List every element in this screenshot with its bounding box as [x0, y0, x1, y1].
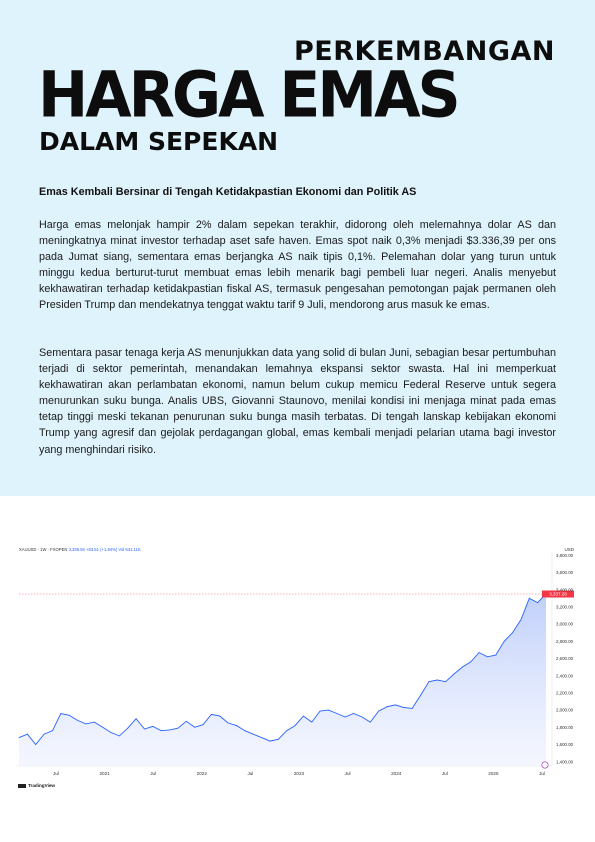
price-point	[245, 730, 246, 731]
price-point	[337, 713, 338, 714]
price-point	[161, 730, 162, 731]
price-point	[219, 716, 220, 717]
y-tick-label: 1,600.00	[556, 742, 574, 748]
price-point	[412, 708, 413, 709]
price-point	[27, 734, 28, 735]
price-point	[228, 723, 229, 724]
price-point	[353, 713, 354, 714]
price-point	[487, 656, 488, 657]
price-point	[378, 711, 379, 712]
y-tick-label: 3,800.00	[556, 552, 574, 558]
x-tick-label: Jul	[539, 771, 545, 776]
price-point	[320, 711, 321, 712]
price-point	[521, 619, 522, 620]
price-point	[127, 728, 128, 729]
price-point	[479, 652, 480, 653]
price-point	[311, 722, 312, 723]
price-point	[119, 736, 120, 737]
price-point	[203, 724, 204, 725]
tradingview-logo: TradingView	[18, 783, 55, 788]
price-point	[94, 722, 95, 723]
x-tick-label: Jul	[441, 771, 448, 776]
x-tick-label: Jul	[247, 771, 254, 776]
y-axis	[556, 553, 574, 764]
y-tick-label: 2,200.00	[556, 690, 574, 696]
price-point	[44, 734, 45, 735]
price-point	[60, 713, 61, 714]
price-point	[102, 727, 103, 728]
price-point	[345, 717, 346, 718]
y-tick-label: 1,800.00	[556, 724, 574, 730]
price-point	[136, 718, 137, 719]
price-point	[144, 729, 145, 730]
price-point	[328, 710, 329, 711]
price-point	[236, 725, 237, 726]
y-tick-label: 2,000.00	[556, 707, 574, 713]
price-point	[52, 730, 53, 731]
x-tick-label: 2022	[196, 771, 207, 776]
gold-price-chart	[16, 543, 580, 793]
y-tick-label: 3,600.00	[556, 570, 574, 576]
last-price-label: 3,337.28	[549, 591, 567, 597]
price-point	[495, 655, 496, 656]
price-point	[445, 681, 446, 682]
price-point	[529, 598, 530, 599]
title-line-3: DALAM SEPEKAN	[39, 127, 279, 156]
y-tick-label: 3,000.00	[556, 621, 574, 627]
price-point	[69, 715, 70, 716]
price-point	[77, 720, 78, 721]
price-point	[370, 722, 371, 723]
price-point	[19, 737, 20, 738]
price-point	[303, 716, 304, 717]
price-point	[194, 727, 195, 728]
price-point	[420, 695, 421, 696]
x-tick-label: 2021	[99, 771, 110, 776]
price-point	[504, 641, 505, 642]
price-point	[429, 681, 430, 682]
x-tick-label: Jul	[150, 771, 157, 776]
y-tick-label: 1,400.00	[556, 759, 574, 765]
price-point	[178, 728, 179, 729]
price-point	[186, 721, 187, 722]
price-point	[253, 734, 254, 735]
price-point	[111, 732, 112, 733]
price-point	[462, 667, 463, 668]
y-tick-label: 3,400.00	[556, 587, 574, 593]
price-point	[152, 726, 153, 727]
x-tick-label: 2024	[391, 771, 402, 776]
chart-header	[19, 547, 141, 552]
scroll-to-realtime-icon[interactable]	[542, 762, 548, 768]
price-point	[537, 602, 538, 603]
price-point	[286, 730, 287, 731]
price-point	[278, 739, 279, 740]
title-line-2: HARGA EMAS	[38, 58, 458, 133]
price-point	[261, 737, 262, 738]
currency-label: USD	[564, 547, 574, 552]
chart-canvas	[16, 543, 580, 793]
chart-symbol: XAUUSD · 1W · FXOPEN	[19, 547, 68, 552]
price-point	[35, 744, 36, 745]
article-paragraph-1: Harga emas melonjak hampir 2% dalam sepekan terakhir, didorong oleh melemahnya dolar AS dan meningkatnya minat investor terhadap aset safe haven. Emas spot naik 0,3% menjadi $3.336,39 per ons pada Jumat siang, sementara emas berjangka AS naik tipis 0,1%. Pelemahan dolar yang turun untuk minggu kedua berturut-turut membuat emas lebih menarik bagi pembeli luar negeri. Analis menyebut kekhawatiran terhadap ketidakpastian fiskal AS, termasuk pengesahan pemotongan pajak permanen oleh Presiden Trump dan mendekatnya tenggat waktu tarif 9 Juli, mendorong arus masuk ke emas.	[39, 219, 556, 312]
article-paragraph-2: Sementara pasar tenaga kerja AS menunjukkan data yang solid di bulan Juni, sebagian besar pertumbuhan terjadi di sektor pemerintah, menandakan lemahnya ekspansi sektor swasta. Hal ini memperkuat kekhawatiran akan perlambatan ekonomi, namun belum cukup memicu Federal Reserve untuk segera menurunkan suku bunga. Analis UBS, Giovanni Staunovo, menilai kondisi ini menjaga minat pada emas tetap tinggi meski tekanan penurunan suku bunga masih terbatas. Di tengah lanskap kebijakan ekonomi Trump yang agresif dan gejolak perdagangan global, emas kembali menjadi pelarian utama bagi investor yang menghindari risiko.	[39, 347, 556, 456]
price-point	[512, 632, 513, 633]
price-point	[470, 662, 471, 663]
price-area-fill	[19, 594, 546, 766]
price-point	[270, 741, 271, 742]
price-point	[395, 705, 396, 706]
y-tick-label: 2,400.00	[556, 673, 574, 679]
price-point	[295, 725, 296, 726]
price-point	[362, 717, 363, 718]
x-tick-label: 2023	[293, 771, 305, 776]
x-tick-label: 2025	[488, 771, 499, 776]
y-tick-label: 2,800.00	[556, 638, 574, 644]
title-line-1: PERKEMBANGAN	[294, 36, 555, 67]
price-point	[211, 714, 212, 715]
x-tick-label: Jul	[344, 771, 351, 776]
y-tick-label: 2,600.00	[556, 656, 574, 662]
y-tick-label: 3,200.00	[556, 604, 574, 610]
series-layer	[19, 591, 574, 767]
article-subheading: Emas Kembali Bersinar di Tengah Ketidakpastian Ekonomi dan Politik AS	[39, 186, 417, 198]
chart-header-values: 3,336.94 +63.51 (+1.94%) Vol 641.11K	[68, 547, 141, 552]
price-point	[86, 724, 87, 725]
x-tick-label: Jul	[53, 771, 59, 776]
price-point	[387, 706, 388, 707]
tradingview-icon	[18, 784, 26, 788]
price-point	[454, 674, 455, 675]
price-point	[403, 707, 404, 708]
price-point	[169, 730, 170, 731]
price-point	[437, 680, 438, 681]
